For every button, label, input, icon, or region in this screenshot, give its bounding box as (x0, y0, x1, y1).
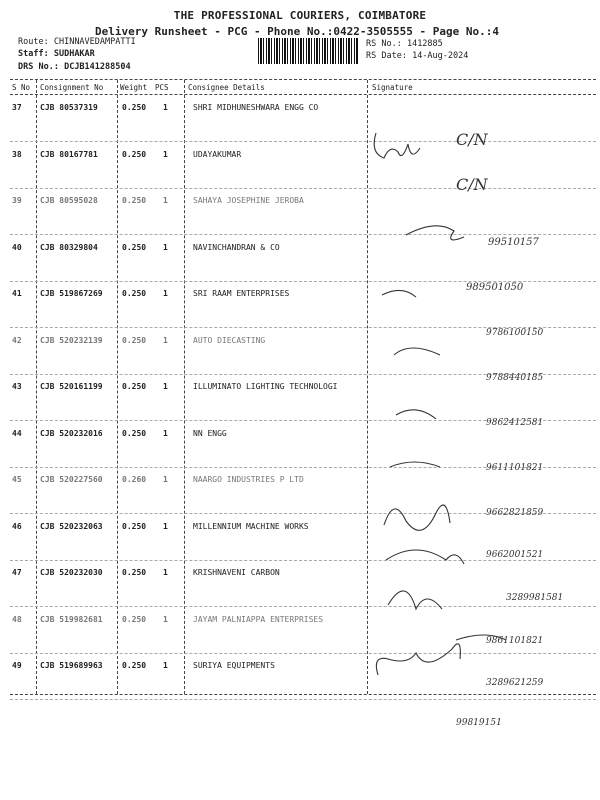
rs-no-label: RS No.: (366, 39, 402, 49)
col-divider-1 (36, 80, 37, 694)
row-consignee: SRI RAAM ENTERPRISES (193, 289, 290, 298)
row-consignee: NAARGO INDUSTRIES P LTD (193, 475, 304, 484)
drs-value: DCJB141288504 (64, 62, 131, 72)
row-consignment-no: CJB 80329804 (40, 242, 98, 252)
signature-text: 9662001521 (486, 550, 544, 560)
row-pcs: 1 (163, 103, 168, 112)
col-consignment: Consignment No (40, 83, 104, 92)
row-consignee: UDAYAKUMAR (193, 149, 242, 159)
row-consignee: NN ENGG (193, 428, 227, 438)
signature-text: 989501050 (466, 282, 524, 293)
company-title: THE PROFESSIONAL COURIERS, COIMBATORE (173, 9, 427, 22)
drs-label: DRS No.: (18, 62, 59, 72)
row-consignee: MILLENNIUM MACHINE WORKS (193, 521, 309, 531)
row-sno: 46 (12, 521, 22, 531)
signature-text: 9662821859 (486, 508, 544, 518)
col-divider-3 (184, 80, 185, 694)
row-sno: 49 (12, 661, 22, 670)
row-consignee: KRISHNAVENI CARBON (193, 568, 280, 577)
staff-line (18, 49, 95, 59)
row-weight: 0.250 (122, 661, 147, 670)
row-pcs: 1 (163, 568, 168, 577)
row-consignment-no: CJB 520227560 (40, 475, 103, 484)
row-pcs: 1 (163, 382, 168, 391)
row-consignment-no: CJB 80167781 (40, 149, 98, 159)
row-sno: 44 (12, 428, 22, 438)
row-consignment-no: CJB 520161199 (40, 382, 103, 391)
signature-text: 99510157 (488, 237, 539, 248)
row-sno: 48 (12, 614, 22, 624)
row-pcs: 1 (163, 661, 168, 670)
row-consignee: ILLUMINATO LIGHTING TECHNOLOGI (193, 382, 338, 391)
signature-text: 9786100150 (486, 328, 544, 338)
row-consignment-no: CJB 80537319 (40, 103, 98, 112)
row-consignment-no: CJB 520232016 (40, 428, 103, 438)
signature-text: 3289621259 (486, 678, 544, 688)
row-consignment-no: CJB 520232030 (40, 568, 103, 577)
row-pcs: 1 (163, 242, 168, 252)
row-consignment-no: CJB 520232063 (40, 521, 103, 531)
route-label: Route: (18, 37, 49, 47)
rs-no-line (366, 39, 443, 49)
row-sno: 45 (12, 475, 22, 484)
row-sno: 37 (12, 103, 22, 112)
col-consignee: Consignee Details (188, 83, 265, 92)
row-consignment-no: CJB 519982681 (40, 614, 103, 624)
row-weight: 0.250 (122, 568, 147, 577)
route-value: CHINNAVEDAMPATTI (53, 37, 136, 47)
route-line (18, 37, 136, 47)
col-signature: Signature (372, 83, 413, 92)
col-weight: Weight (120, 83, 148, 92)
staff-label: Staff: (18, 49, 49, 59)
row-pcs: 1 (163, 289, 168, 298)
row-weight: 0.250 (122, 614, 147, 624)
table-top-border (10, 79, 596, 80)
row-weight: 0.250 (122, 382, 147, 391)
signature-text: C/N (456, 130, 488, 149)
signature-text: 3289981581 (506, 593, 564, 603)
row-consignment-no: CJB 519689963 (40, 661, 103, 670)
row-consignee: AUTO DIECASTING (193, 335, 266, 345)
rs-date-label: RS Date: (366, 51, 407, 61)
row-sno: 47 (12, 568, 22, 577)
row-weight: 0.250 (122, 521, 147, 531)
col-divider-2 (117, 80, 118, 694)
row-weight: 0.250 (122, 335, 147, 345)
staff-value: SUDHAKAR (53, 49, 95, 59)
col-sno: S No (12, 83, 31, 92)
row-consignment-no: CJB 520232139 (40, 335, 103, 345)
row-pcs: 1 (163, 614, 168, 624)
row-pcs: 1 (163, 475, 168, 484)
row-pcs: 1 (163, 521, 168, 531)
rs-no-value: 1412885 (406, 39, 443, 49)
row-consignment-no: CJB 519867269 (40, 289, 103, 298)
row-weight: 0.250 (122, 103, 147, 112)
rs-date-line (366, 51, 468, 61)
row-weight: 0.250 (122, 196, 147, 205)
row-consignee: SHRI MIDHUNESHWARA ENGG CO (193, 103, 319, 112)
row-pcs: 1 (163, 335, 168, 345)
drs-line (18, 62, 131, 72)
barcode-image (258, 38, 358, 64)
row-weight: 0.260 (122, 475, 147, 484)
signature-scribbles (366, 95, 598, 735)
row-sno: 40 (12, 242, 22, 252)
row-consignee: SAHAYA JOSEPHINE JEROBA (193, 196, 304, 205)
row-consignee: SURIYA EQUIPMENTS (193, 661, 275, 670)
row-weight: 0.250 (122, 428, 147, 438)
signature-text: 9861101821 (486, 636, 544, 646)
row-sno: 41 (12, 289, 22, 298)
row-weight: 0.250 (122, 149, 147, 159)
signature-text: 9862412581 (486, 418, 544, 428)
row-sno: 42 (12, 335, 22, 345)
col-pcs: PCS (155, 83, 169, 92)
row-sno: 43 (12, 382, 22, 391)
row-pcs: 1 (163, 149, 168, 159)
signature-text: C/N (456, 175, 488, 194)
row-sno: 39 (12, 196, 22, 205)
rs-date-value: 14-Aug-2024 (412, 51, 469, 61)
row-consignee: NAVINCHANDRAN & CO (193, 242, 280, 252)
row-weight: 0.250 (122, 289, 147, 298)
row-consignee: JAYAM PALNIAPPA ENTERPRISES (193, 614, 324, 624)
row-weight: 0.250 (122, 242, 147, 252)
signature-text: 9788440185 (486, 373, 544, 383)
runsheet-title: Delivery Runsheet - PCG - Phone No.:0422-3505555 - Page No.:4 (95, 25, 499, 38)
row-pcs: 1 (163, 196, 168, 205)
signature-text: 9611101821 (486, 463, 544, 473)
row-consignment-no: CJB 80595028 (40, 196, 98, 205)
row-sno: 38 (12, 149, 22, 159)
row-pcs: 1 (163, 428, 168, 438)
signature-text: 99819151 (456, 718, 502, 728)
